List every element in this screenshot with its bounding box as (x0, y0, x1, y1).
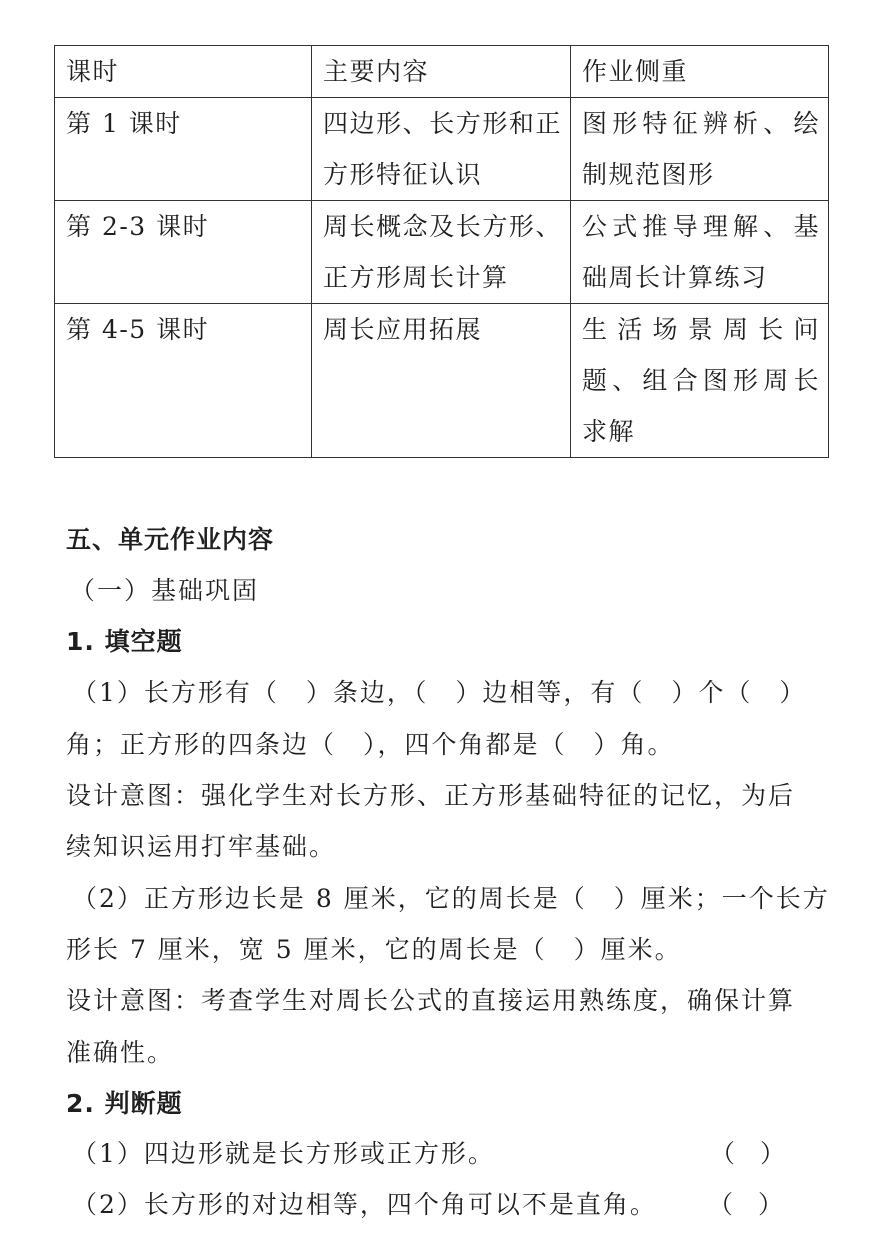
table-row (55, 201, 829, 304)
cell-content: 四边形、长方形和正方形特征认识 (312, 98, 571, 201)
subsection-title: （一）基础巩固 (70, 576, 260, 605)
q1-intent2-line2: 准确性。 (66, 1038, 175, 1067)
cell-content: 周长应用拓展 (312, 304, 571, 458)
table-row (55, 304, 829, 458)
cell-lesson: 第 4-5 课时 (55, 304, 312, 458)
header-focus: 作业侧重 (571, 46, 829, 98)
q1-item2-line1: （2）正方形边长是 8 厘米，它的周长是（ ）厘米；一个长方 (72, 884, 830, 913)
cell-content: 周长概念及长方形、正方形周长计算 (312, 201, 571, 304)
cell-focus: 生活场景周长问题、组合图形周长求解 (571, 304, 829, 458)
question-1-title: 1. 填空题 (66, 627, 183, 656)
q1-intent2-line1: 设计意图：考查学生对周长公式的直接运用熟练度，确保计算 (66, 986, 796, 1015)
q1-intent1-line2: 续知识运用打牢基础。 (66, 832, 337, 861)
cell-focus: 图形特征辨析、绘制规范图形 (571, 98, 829, 201)
lesson-plan-table (54, 45, 829, 458)
q2-item1-answer-blank: （ ） (710, 1139, 786, 1168)
cell-lesson: 第 2-3 课时 (55, 201, 312, 304)
q2-item2-answer-blank: （ ） (708, 1190, 784, 1219)
q1-item1-line2: 角；正方形的四条边（ ），四个角都是（ ）角。 (66, 730, 675, 759)
q1-item2-line2: 形长 7 厘米，宽 5 厘米，它的周长是（ ）厘米。 (66, 935, 682, 964)
header-lesson: 课时 (55, 46, 312, 98)
q1-item1-line1: （1）长方形有（ ）条边，（ ）边相等，有（ ）个（ ） (72, 678, 807, 707)
question-2-title: 2. 判断题 (66, 1089, 183, 1118)
table-row (55, 98, 829, 201)
header-content: 主要内容 (312, 46, 571, 98)
q2-item1: （1）四边形就是长方形或正方形。 (72, 1139, 495, 1168)
cell-lesson: 第 1 课时 (55, 98, 312, 201)
table-header-row (55, 46, 829, 98)
cell-focus: 公式推导理解、基础周长计算练习 (571, 201, 829, 304)
q1-intent1-line1: 设计意图：强化学生对长方形、正方形基础特征的记忆，为后 (66, 781, 796, 810)
q2-item2: （2）长方形的对边相等，四个角可以不是直角。 (72, 1190, 657, 1219)
section-title: 五、单元作业内容 (66, 525, 275, 554)
